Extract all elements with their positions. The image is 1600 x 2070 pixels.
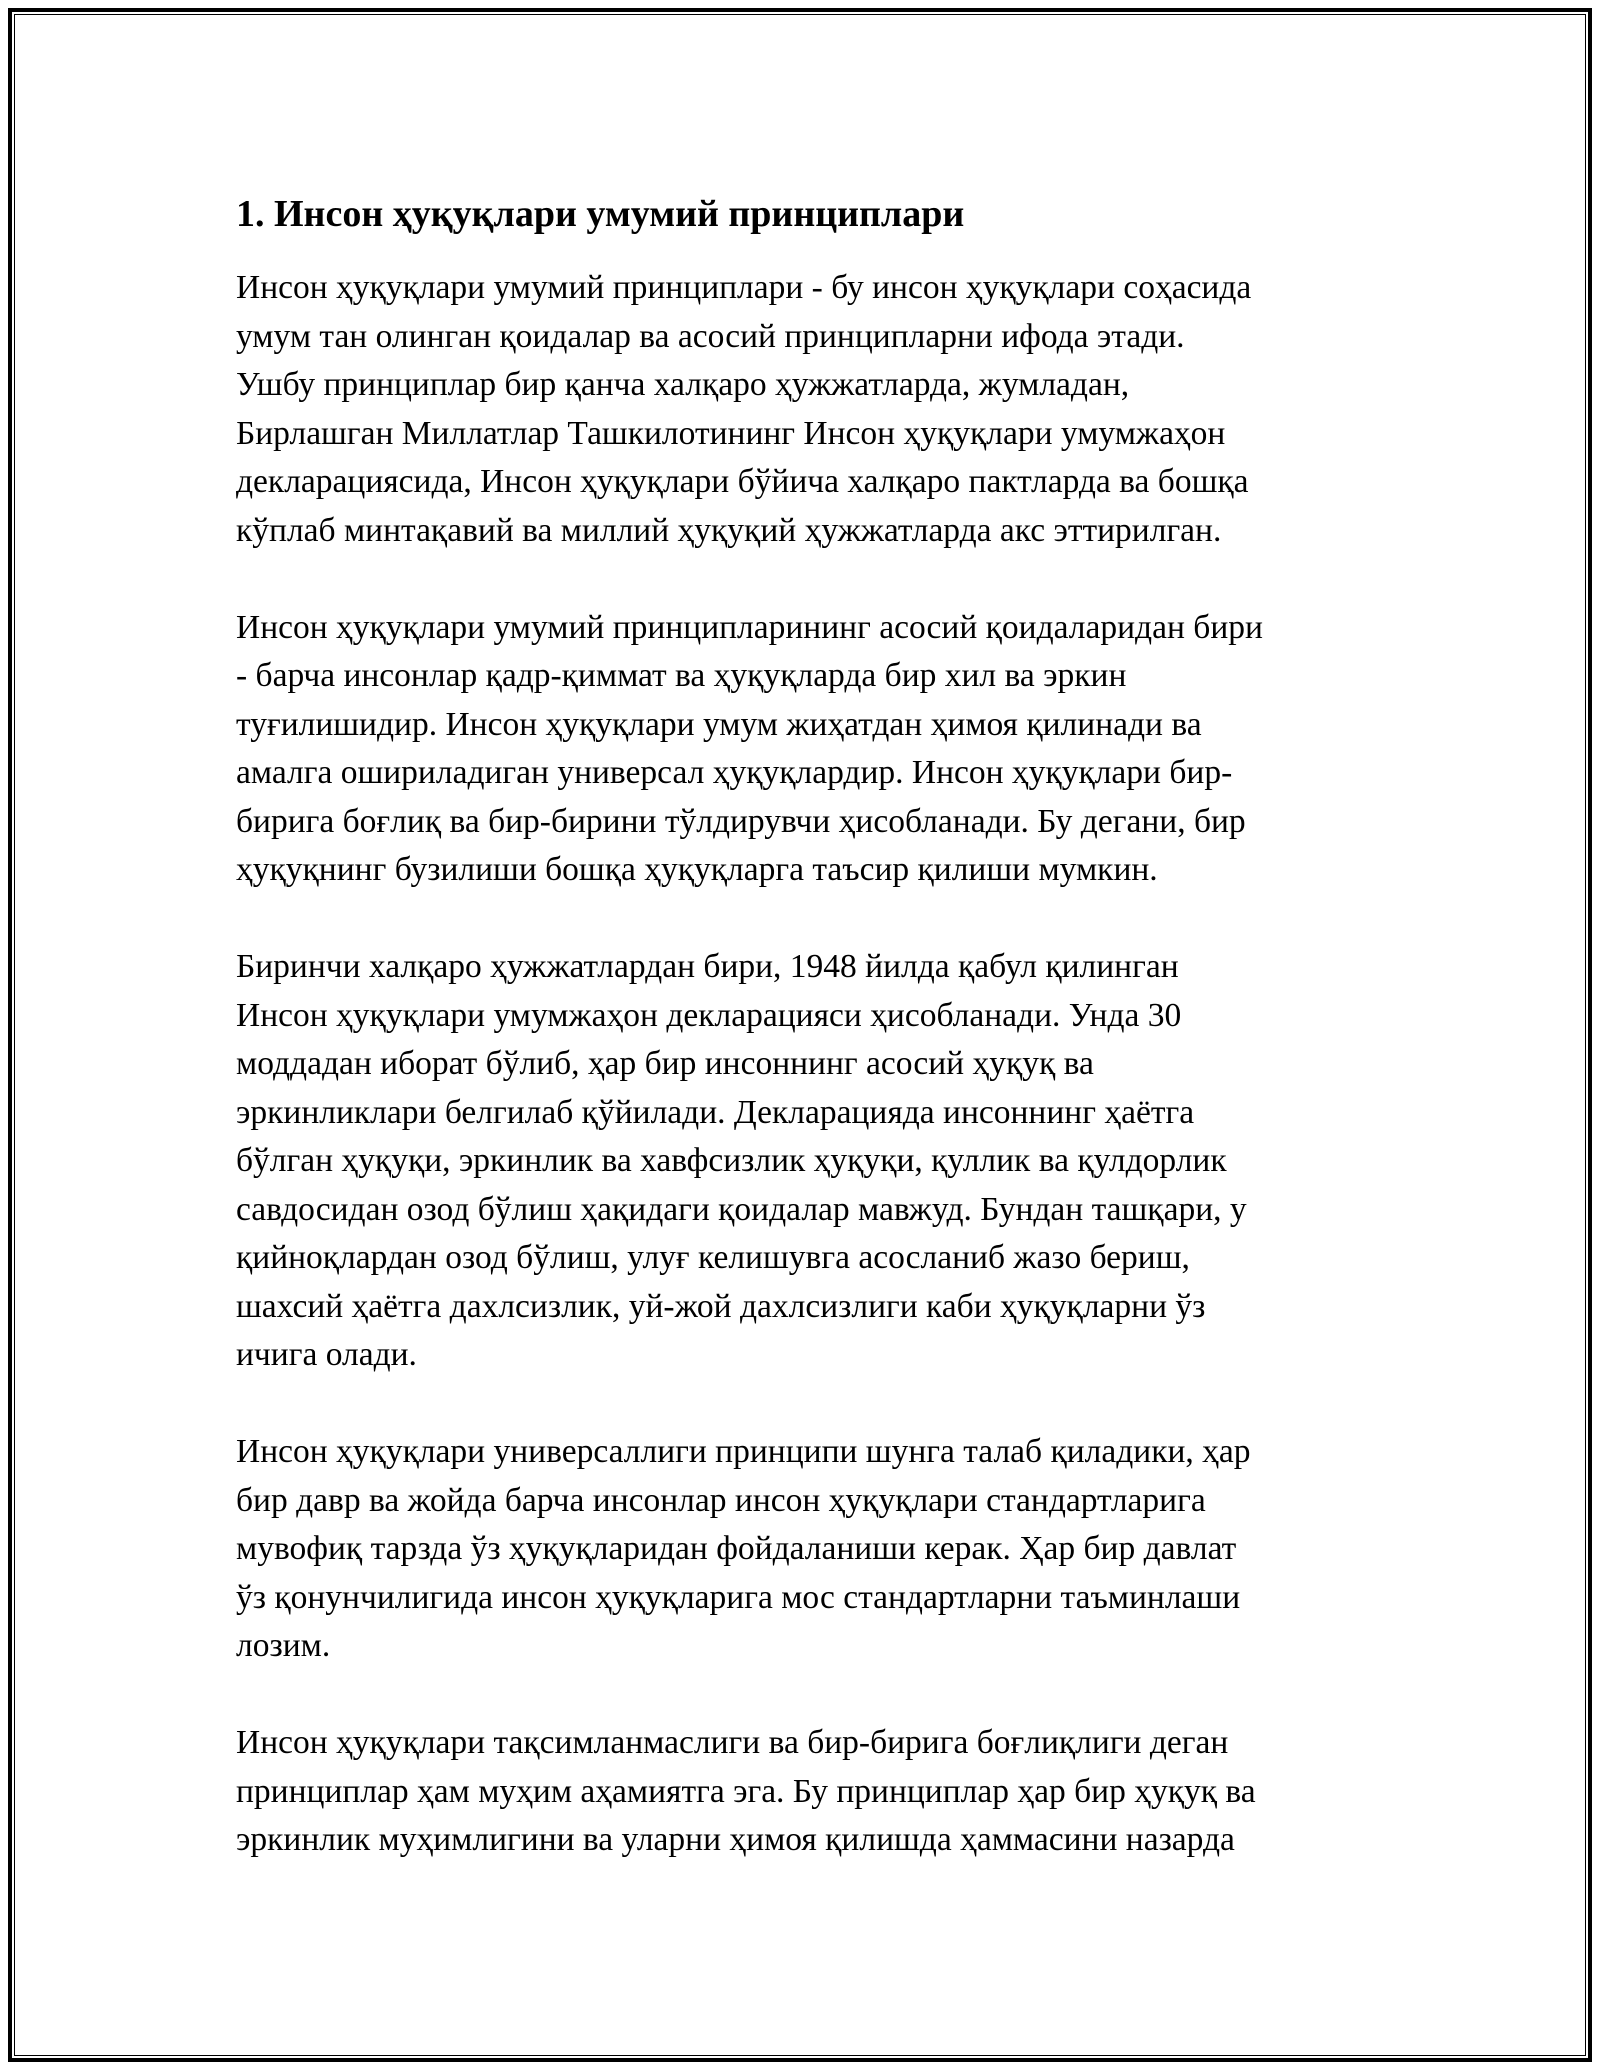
document-body [236,186,1366,1865]
paragraph-line: ичига олади. [236,1336,417,1373]
paragraph-line: Биринчи халқаро ҳужжатлардан бири, 1948 йилда қабул қилинган [236,948,1179,985]
paragraph-4 [236,1428,1366,1671]
paragraph-line: Инсон ҳуқуқлари умумий принциплари - бу инсон ҳуқуқлари соҳасида [236,269,1252,306]
paragraph-line: Инсон ҳуқуқлари тақсимланмаслиги ва бир-бирига боғлиқлиги деган [236,1724,1229,1761]
paragraph-line: умум тан олинган қоидалар ва асосий принципларни ифода этади. [236,317,1185,355]
paragraph-line: Инсон ҳуқуқлари умумий принципларининг асосий қоидаларидан бири [236,608,1263,646]
paragraph-2 [236,604,1366,895]
paragraph-line: кўплаб минтақавий ва миллий ҳуқуқий ҳужжатларда акс эттирилган. [236,511,1222,549]
paragraph-3 [236,943,1366,1380]
paragraph-line: шахсий ҳаётга дахлсизлик, уй-жой дахлсизлиги каби ҳуқуқларни ўз [236,1287,1206,1325]
section-heading: 1. Инсон ҳуқуқлари умумий принциплари [236,193,965,235]
paragraph-line: бирига боғлиқ ва бир-бирини тўлдирувчи ҳисобланади. Бу дегани, бир [236,802,1246,840]
paragraph-line: эркинликлари белгилаб қўйилади. Декларацияда инсоннинг ҳаётга [236,1093,1195,1131]
paragraph-line: Инсон ҳуқуқлари умумжаҳон декларацияси ҳисобланади. Унда 30 [236,996,1182,1034]
paragraph-line: қийноқлардан озод бўлиш, улуғ келишувга асосланиб жазо бериш, [236,1239,1190,1276]
paragraph-line: савдосидан озод бўлиш ҳақидаги қоидалар мавжуд. Бундан ташқари, у [236,1190,1247,1228]
paragraph-line: моддадан иборат бўлиб, ҳар бир инсоннинг асосий ҳуқуқ ва [236,1045,1094,1082]
paragraph-1 [236,264,1366,555]
paragraph-line: - барча инсонлар қадр-қиммат ва ҳуқуқларда бир хил ва эркин [236,657,1127,694]
paragraph-line: декларациясида, Инсон ҳуқуқлари бўйича халқаро пактларда ва бошқа [236,463,1249,500]
paragraph-line: принциплар ҳам муҳим аҳамиятга эга. Бу принциплар ҳар бир ҳуқуқ ва [236,1772,1256,1810]
paragraph-line: ҳуқуқнинг бузилиши бошқа ҳуқуқларга таъсир қилиши мумкин. [236,851,1158,888]
paragraph-line: Бирлашган Миллатлар Ташкилотининг Инсон ҳуқуқлари умумжаҳон [236,414,1226,452]
paragraph-line: амалга ошириладиган универсал ҳуқуқлардир. Инсон ҳуқуқлари бир- [236,754,1233,791]
paragraph-line: ўз қонунчилигида инсон ҳуқуқларига мос стандартларни таъминлаши [236,1578,1241,1616]
paragraph-5 [236,1719,1366,1865]
paragraph-line: бир давр ва жойда барча инсонлар инсон ҳуқуқлари стандартларига [236,1481,1206,1519]
paragraph-line: туғилишидир. Инсон ҳуқуқлари умум жиҳатдан ҳимоя қилинади ва [236,705,1202,743]
paragraph-line: Ушбу принциплар бир қанча халқаро ҳужжатларда, жумладан, [236,366,1130,403]
paragraph-line: лозим. [236,1627,331,1664]
paragraph-line: эркинлик муҳимлигини ва уларни ҳимоя қилишда ҳаммасини назарда [236,1821,1235,1858]
paragraph-line: мувофиқ тарзда ўз ҳуқуқларидан фойдаланиши керак. Ҳар бир давлат [236,1530,1237,1567]
paragraph-line: Инсон ҳуқуқлари универсаллиги принципи шунга талаб қиладики, ҳар [236,1433,1251,1470]
paragraph-line: бўлган ҳуқуқи, эркинлик ва хавфсизлик ҳуқуқи, қуллик ва қулдорлик [236,1142,1227,1179]
